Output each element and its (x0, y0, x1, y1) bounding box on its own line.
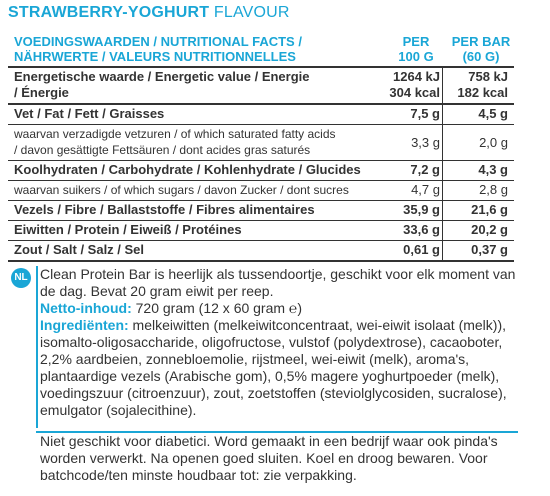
header-per-bar: PER BAR (60 G) (451, 34, 511, 64)
product-flavour: FLAVOUR (213, 4, 290, 21)
header-label: VOEDINGSWAARDEN / NUTRITIONAL FACTS / NÄHRWERTE / VALEURS NUTRITIONNELLES (14, 34, 302, 64)
table-row-salt: Zout / Salt / Salz / Sel 0,61 g 0,37 g (8, 241, 514, 262)
description-divider-vertical (36, 266, 38, 428)
table-row-protein: Eiwitten / Protein / Eiweiß / Protéines 33,6 g 20,2 g (8, 221, 514, 241)
nutrition-table (8, 66, 514, 262)
ingredients-label: Ingrediënten: (40, 317, 129, 333)
language-badge: NL (11, 268, 31, 288)
net-content-label: Netto-inhoud: (40, 300, 132, 316)
table-row-sugars: waarvan suikers / of which sugars / davon Zucker / dont sucres 4,7 g 2,8 g (8, 181, 514, 201)
ingredients-text: melkeiwitten (melkeiwitconcentraat, wei-eiwit isolaat (melk)), isomalto-oligosaccharide, oligofructose, vulstof (polydextrose), cacaoboter, 2,2% aardbeien, zonnebloemolie, rijstmeel, wei-eiwit (melk), aroma's, plantaardige vezels (Arabische gom), 0,5% magere yoghurtpoeder (melk), voedingszuur (citroenzuur), zout, zoetstoffen (steviolglycosiden, sucralose), emulgator (sojalecithine). (40, 317, 507, 418)
header-per-100g: PER 100 G (398, 34, 434, 64)
table-row-energy: Energetische waarde / Energetic value / Energie / Énergie 1264 kJ 304 kcal 758 kJ 182 kcal (8, 68, 514, 105)
table-row-carbohydrate: Koolhydraten / Carbohydrate / Kohlenhydrate / Glucides 7,2 g 4,3 g (8, 161, 514, 181)
product-description (40, 266, 518, 419)
table-row-saturated: waarvan verzadigde vetzuren / of which saturated fatty acids / davon gesättigte Fettsäuren / dont acides gras saturés 3,3 g 2,0 g (8, 125, 514, 161)
table-row-fat: Vet / Fat / Fett / Graisses 7,5 g 4,5 g (8, 105, 514, 125)
product-title (8, 4, 290, 22)
net-content-value: 720 gram (12 x 60 gram ℮) (131, 300, 302, 316)
product-name: STRAWBERRY-YOGHURT (8, 4, 210, 21)
table-row-fibre: Vezels / Fibre / Ballaststoffe / Fibres alimentaires 35,9 g 21,6 g (8, 201, 514, 221)
description-intro: Clean Protein Bar is heerlijk als tussendoortje, geschikt voor elk moment van de dag. Bevat 20 gram eiwit per reep. (40, 266, 516, 299)
nutrition-header (8, 32, 514, 66)
footer-warning: Niet geschikt voor diabetici. Word gemaakt in een bedrijf waar ook pinda's worden verwerkt. Na openen goed sluiten. Koel en droog bewaren. Voor batchcode/ten minste houdbaar tot: zie verpakking. (40, 433, 498, 483)
